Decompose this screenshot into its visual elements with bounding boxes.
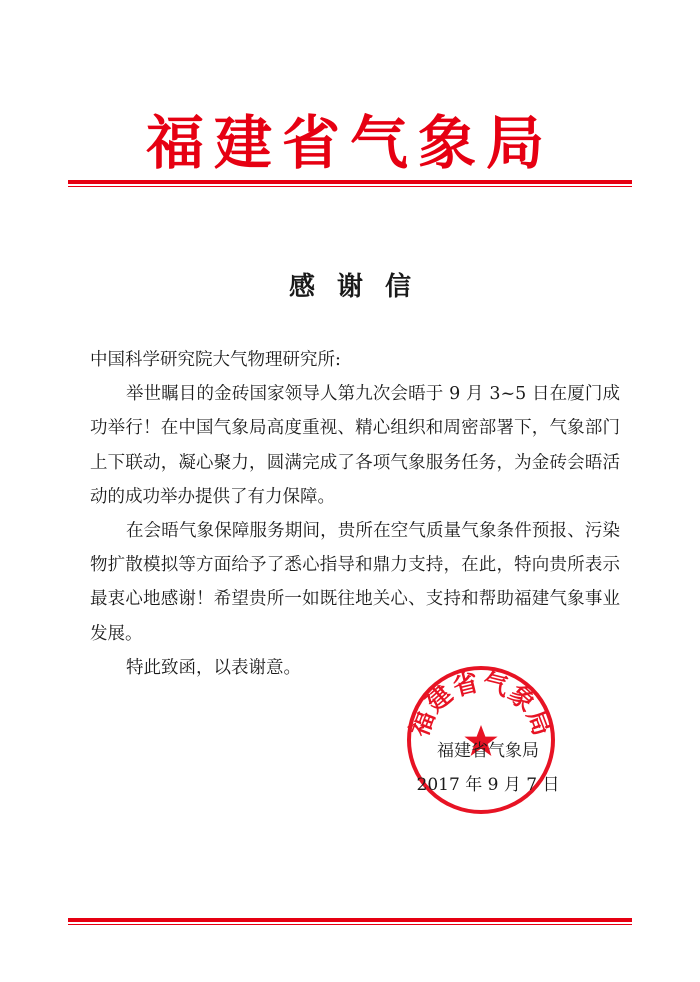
- footer-rule: [68, 918, 632, 925]
- rule-thick-line: [68, 180, 632, 184]
- paragraph-2: 在会晤气象保障服务期间，贵所在空气质量气象条件预报、污染物扩散模拟等方面给予了悉心指导和鼎力支持，在此，特向贵所表示最衷心地感谢！希望贵所一如既往地关心、支持和帮助福建气象事业发展。: [90, 521, 620, 644]
- rule-thick-line: [68, 918, 632, 922]
- paragraph-3: 特此致函，以表谢意。: [126, 657, 301, 678]
- rule-thin-line: [68, 186, 632, 187]
- signature-organization: 福建省气象局: [437, 741, 539, 761]
- paragraph-1: 举世瞩目的金砖国家领导人第九次会晤于 9 月 3~5 日在厦门成功举行！在中国气象局高度重视、精心组织和周密部署下，气象部门上下联动，凝心聚力，圆满完成了各项气象服务任务，为金砖会晤活动的成功举办提供了有力保障。: [90, 384, 620, 507]
- letter-title: 感谢信: [288, 272, 433, 302]
- letter-body: [90, 343, 620, 685]
- signature-date: 2017 年 9 月 7 日: [416, 775, 560, 795]
- salutation: 中国科学研究院大气物理研究所:: [90, 350, 341, 370]
- letterhead-rule: [68, 180, 632, 187]
- rule-thin-line: [68, 924, 632, 925]
- signature-block: [398, 734, 578, 802]
- letterhead-title: 福建省气象局: [145, 109, 554, 177]
- seal-text: 福建省气象局: [404, 667, 558, 741]
